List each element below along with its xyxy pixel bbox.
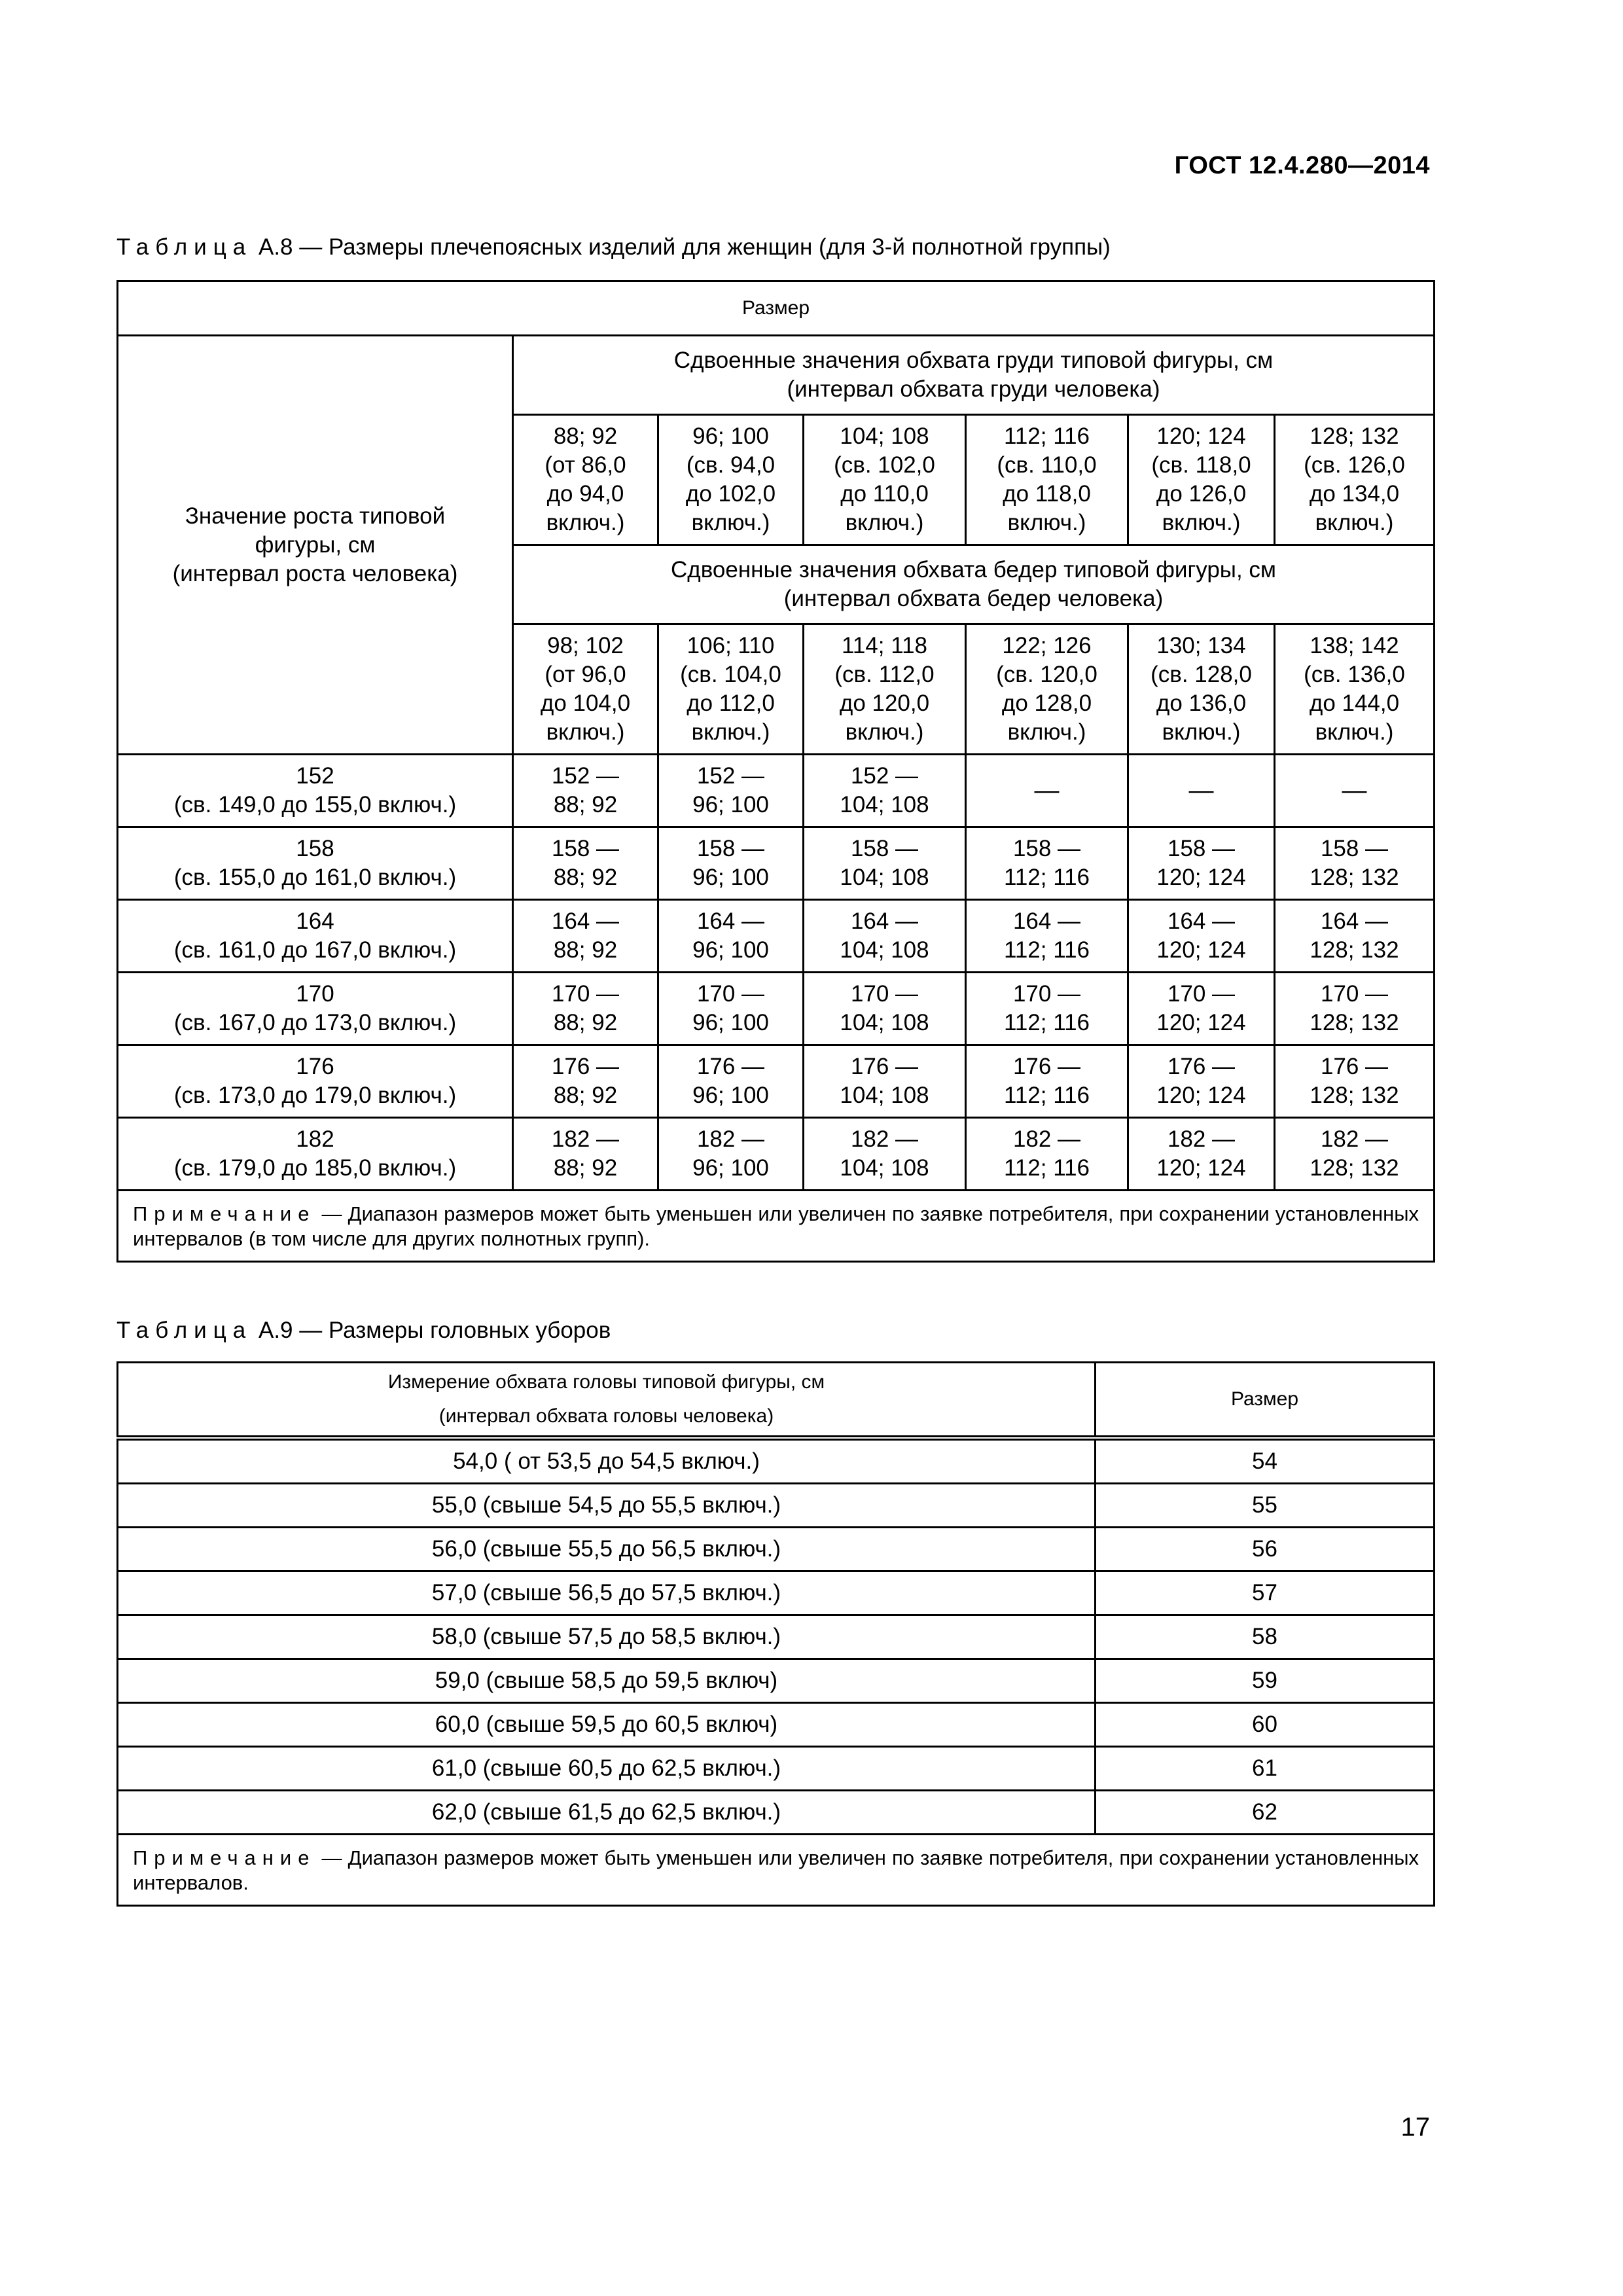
table-a9-caption [116, 1318, 611, 1344]
head-range-cell: 55,0 (свыше 54,5 до 55,5 включ.) [118, 1484, 1096, 1528]
size-cell: 182 — 128; 132 [1275, 1118, 1435, 1191]
size-cell: 170 — 120; 124 [1128, 973, 1275, 1045]
size-cell: 170 — 88; 92 [513, 973, 658, 1045]
page-number: 17 [1400, 2113, 1430, 2142]
size-cell: 182 — 104; 108 [804, 1118, 966, 1191]
chest-value-cell: 112; 116 (св. 110,0 до 118,0 включ.) [966, 415, 1128, 545]
table-row [118, 1528, 1435, 1571]
size-cell: 158 — 120; 124 [1128, 827, 1275, 900]
head-range-cell: 58,0 (свыше 57,5 до 58,5 включ.) [118, 1615, 1096, 1659]
head-size-cell: 61 [1096, 1747, 1435, 1791]
size-cell: 152 — 96; 100 [658, 755, 804, 827]
head-range-cell: 59,0 (свыше 58,5 до 59,5 включ) [118, 1659, 1096, 1703]
size-cell: 158 — 96; 100 [658, 827, 804, 900]
size-cell: 164 — 104; 108 [804, 900, 966, 973]
size-cell: 152 — 88; 92 [513, 755, 658, 827]
height-cell: 164 (св. 161,0 до 167,0 включ.) [118, 900, 513, 973]
size-cell: 176 — 88; 92 [513, 1045, 658, 1118]
size-cell: 176 — 104; 108 [804, 1045, 966, 1118]
head-size-cell: 56 [1096, 1528, 1435, 1571]
size-cell: 158 — 128; 132 [1275, 827, 1435, 900]
hip-value-cell: 98; 102 (от 96,0 до 104,0 включ.) [513, 624, 658, 755]
size-cell: 170 — 112; 116 [966, 973, 1128, 1045]
size-cell: 158 — 112; 116 [966, 827, 1128, 900]
table-row [118, 973, 1435, 1045]
table-a9-note: Примечание — Диапазон размеров может быть уменьшен или увеличен по заявке потребителя, при сохранении установленных интервалов. [118, 1835, 1435, 1906]
size-cell: 176 — 112; 116 [966, 1045, 1128, 1118]
size-cell: 158 — 104; 108 [804, 827, 966, 900]
hip-value-cell: 106; 110 (св. 104,0 до 112,0 включ.) [658, 624, 804, 755]
size-cell: 170 — 128; 132 [1275, 973, 1435, 1045]
table-row [118, 1045, 1435, 1118]
height-cell: 158 (св. 155,0 до 161,0 включ.) [118, 827, 513, 900]
table-a9 [116, 1361, 1435, 1907]
head-range-cell: 61,0 (свыше 60,5 до 62,5 включ.) [118, 1747, 1096, 1791]
size-cell: 152 — 104; 108 [804, 755, 966, 827]
size-cell: 182 — 96; 100 [658, 1118, 804, 1191]
chest-value-cell: 120; 124 (св. 118,0 до 126,0 включ.) [1128, 415, 1275, 545]
head-range-cell: 54,0 ( от 53,5 до 54,5 включ.) [118, 1438, 1096, 1484]
size-cell: 164 — 96; 100 [658, 900, 804, 973]
head-range-cell: 60,0 (свыше 59,5 до 60,5 включ) [118, 1703, 1096, 1747]
chest-value-cell: 96; 100 (св. 94,0 до 102,0 включ.) [658, 415, 804, 545]
head-size-cell: 57 [1096, 1571, 1435, 1615]
chest-value-cell: 128; 132 (св. 126,0 до 134,0 включ.) [1275, 415, 1435, 545]
head-range-cell: 56,0 (свыше 55,5 до 56,5 включ.) [118, 1528, 1096, 1571]
height-cell: 176 (св. 173,0 до 179,0 включ.) [118, 1045, 513, 1118]
size-cell: 176 — 120; 124 [1128, 1045, 1275, 1118]
header-chest-group: Сдвоенные значения обхвата груди типовой фигуры, см (интервал обхвата груди человека) [513, 336, 1435, 415]
table-row [118, 1571, 1435, 1615]
size-cell: 182 — 112; 116 [966, 1118, 1128, 1191]
size-cell: 164 — 112; 116 [966, 900, 1128, 973]
size-cell: 164 — 128; 132 [1275, 900, 1435, 973]
height-cell: 182 (св. 179,0 до 185,0 включ.) [118, 1118, 513, 1191]
head-size-cell: 54 [1096, 1438, 1435, 1484]
empty-size-cell: — [1275, 755, 1435, 827]
size-cell: 158 — 88; 92 [513, 827, 658, 900]
header-height-column: Значение роста типовой фигуры, см (интервал роста человека) [118, 336, 513, 755]
standard-code: ГОСТ 12.4.280—2014 [1174, 152, 1430, 179]
table-row [118, 1484, 1435, 1528]
table-row [118, 1703, 1435, 1747]
table-row [118, 900, 1435, 973]
height-cell: 170 (св. 167,0 до 173,0 включ.) [118, 973, 513, 1045]
table-row [118, 1659, 1435, 1703]
head-range-cell: 57,0 (свыше 56,5 до 57,5 включ.) [118, 1571, 1096, 1615]
size-cell: 164 — 88; 92 [513, 900, 658, 973]
chest-value-cell: 88; 92 (от 86,0 до 94,0 включ.) [513, 415, 658, 545]
table-a8-note: Примечание — Диапазон размеров может быть уменьшен или увеличен по заявке потребителя, при сохранении установленных интервалов (в том числе для других полнотных групп). [118, 1191, 1435, 1262]
hip-value-cell: 122; 126 (св. 120,0 до 128,0 включ.) [966, 624, 1128, 755]
header-hip-group: Сдвоенные значения обхвата бедер типовой фигуры, см (интервал обхвата бедер человека) [513, 545, 1435, 624]
hip-value-cell: 130; 134 (св. 128,0 до 136,0 включ.) [1128, 624, 1275, 755]
table-row [118, 1118, 1435, 1191]
head-range-cell: 62,0 (свыше 61,5 до 62,5 включ.) [118, 1791, 1096, 1835]
table-a8 [116, 280, 1435, 1263]
table-row [118, 755, 1435, 827]
size-cell: 176 — 128; 132 [1275, 1045, 1435, 1118]
caption-text: А.8 — Размеры плечепоясных изделий для женщин (для 3-й полнотной группы) [258, 234, 1111, 260]
header-head-girth: Измерение обхвата головы типовой фигуры, см (интервал обхвата головы человека) [118, 1363, 1096, 1439]
header-razmer: Размер [1096, 1363, 1435, 1439]
size-cell: 182 — 120; 124 [1128, 1118, 1275, 1191]
table-row [118, 1791, 1435, 1835]
table-row [118, 827, 1435, 900]
head-size-cell: 60 [1096, 1703, 1435, 1747]
head-size-cell: 59 [1096, 1659, 1435, 1703]
head-size-cell: 58 [1096, 1615, 1435, 1659]
size-cell: 176 — 96; 100 [658, 1045, 804, 1118]
head-size-cell: 62 [1096, 1791, 1435, 1835]
empty-size-cell: — [966, 755, 1128, 827]
height-cell: 152 (св. 149,0 до 155,0 включ.) [118, 755, 513, 827]
hip-value-cell: 138; 142 (св. 136,0 до 144,0 включ.) [1275, 624, 1435, 755]
table-row [118, 1615, 1435, 1659]
size-cell: 170 — 96; 100 [658, 973, 804, 1045]
table-row [118, 1438, 1435, 1484]
empty-size-cell: — [1128, 755, 1275, 827]
caption-label: Таблица [116, 1318, 253, 1343]
hip-value-cell: 114; 118 (св. 112,0 до 120,0 включ.) [804, 624, 966, 755]
head-size-cell: 55 [1096, 1484, 1435, 1528]
table-row [118, 1747, 1435, 1791]
size-cell: 182 — 88; 92 [513, 1118, 658, 1191]
caption-label: Таблица [116, 234, 253, 260]
chest-value-cell: 104; 108 (св. 102,0 до 110,0 включ.) [804, 415, 966, 545]
header-razmer: Размер [118, 281, 1435, 336]
table-a8-caption [116, 234, 1111, 260]
caption-text: А.9 — Размеры головных уборов [258, 1318, 611, 1343]
size-cell: 164 — 120; 124 [1128, 900, 1275, 973]
size-cell: 170 — 104; 108 [804, 973, 966, 1045]
